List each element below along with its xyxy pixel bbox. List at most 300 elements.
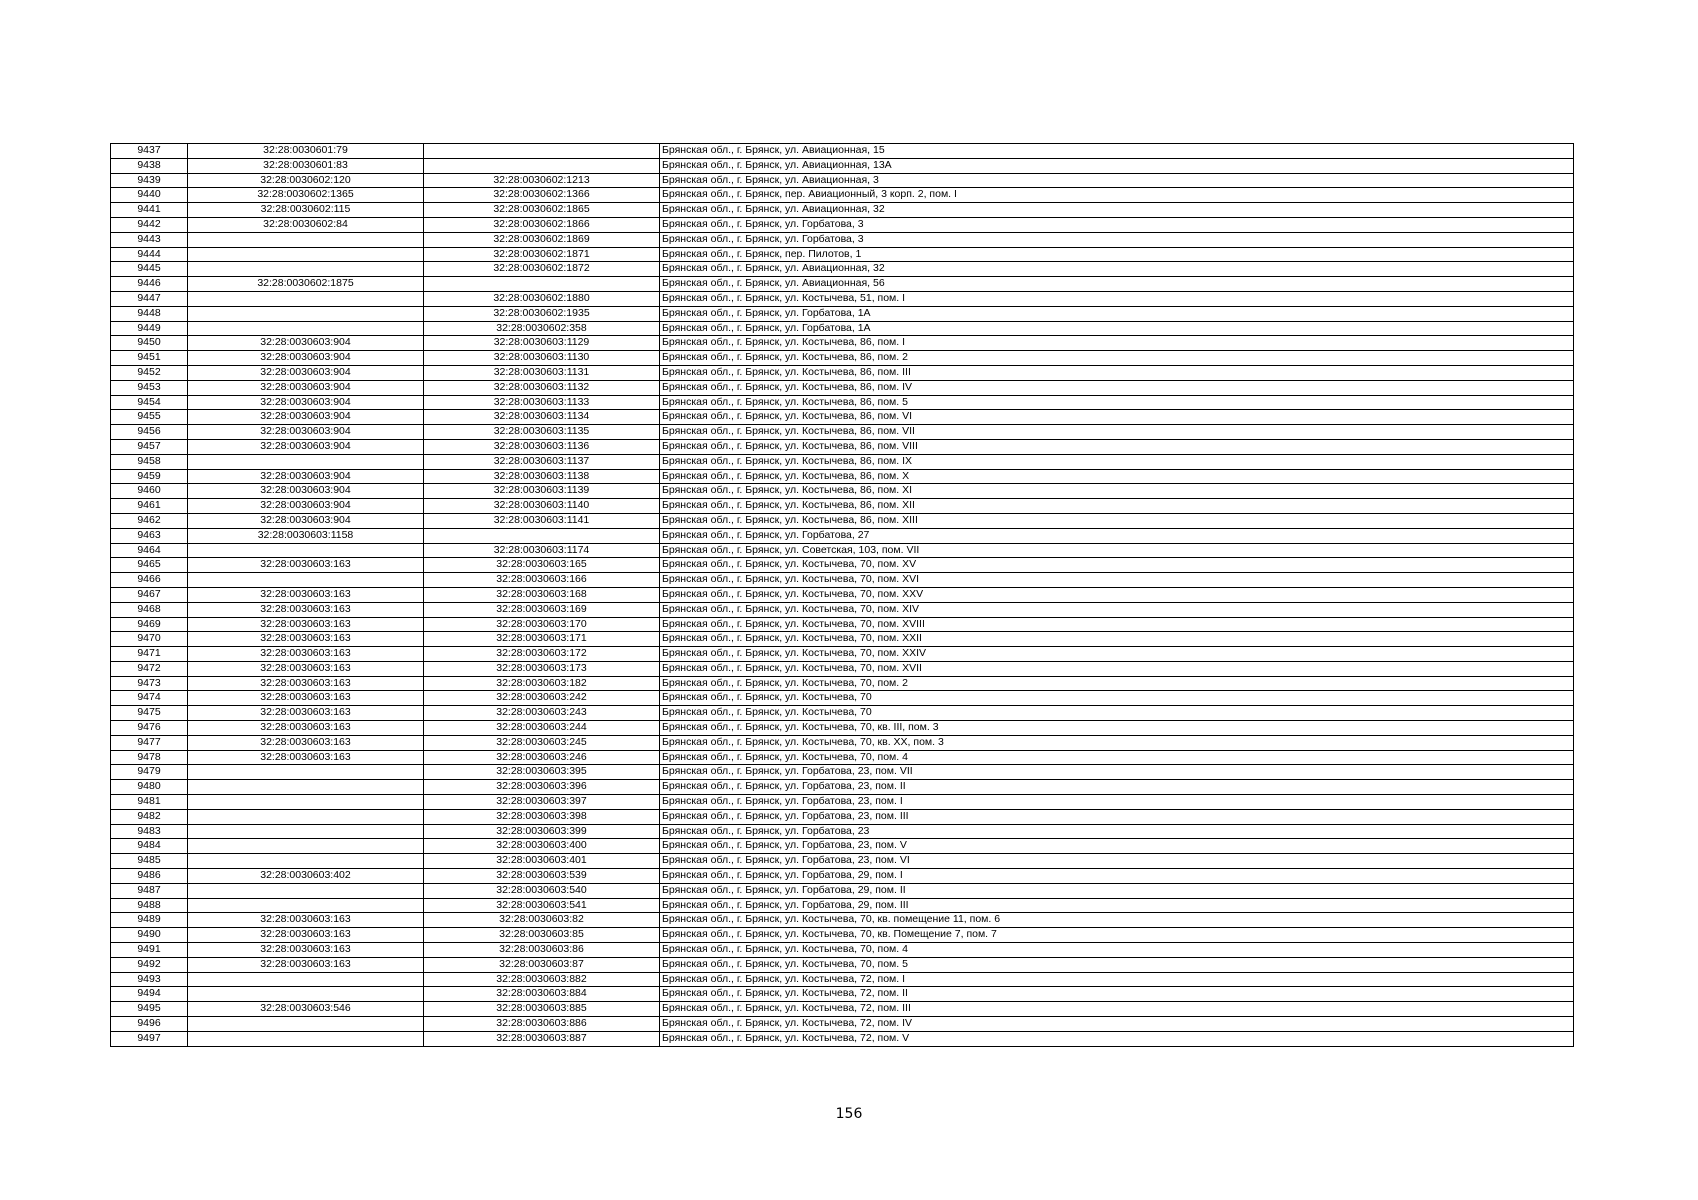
cadastral-number-cell: 32:28:0030603:1139: [424, 484, 660, 499]
table-row: [111, 454, 1574, 469]
parent-cadastral-number-cell: [188, 232, 424, 247]
cadastral-number-cell: 32:28:0030603:1133: [424, 395, 660, 410]
address-cell: Брянская обл., г. Брянск, ул. Костычева, 70, пом. XXII: [660, 632, 1574, 647]
table-row: [111, 484, 1574, 499]
page-number: 156: [835, 1106, 863, 1122]
cadastral-number-cell: 32:28:0030603:172: [424, 647, 660, 662]
parent-cadastral-number-cell: 32:28:0030603:163: [188, 617, 424, 632]
table-row: [111, 291, 1574, 306]
address-cell: Брянская обл., г. Брянск, ул. Костычева, 86, пом. IV: [660, 380, 1574, 395]
parent-cadastral-number-cell: [188, 809, 424, 824]
address-cell: Брянская обл., г. Брянск, ул. Горбатова, 29, пом. II: [660, 883, 1574, 898]
address-cell: Брянская обл., г. Брянск, ул. Костычева, 86, пом. 2: [660, 351, 1574, 366]
cadastral-table: [110, 143, 1574, 1047]
cadastral-number-cell: 32:28:0030603:1138: [424, 469, 660, 484]
table-row: [111, 203, 1574, 218]
parent-cadastral-number-cell: 32:28:0030603:163: [188, 558, 424, 573]
cadastral-number-cell: 32:28:0030603:168: [424, 587, 660, 602]
address-cell: Брянская обл., г. Брянск, ул. Горбатова, 23: [660, 824, 1574, 839]
parent-cadastral-number-cell: 32:28:0030603:163: [188, 661, 424, 676]
cadastral-number-cell: 32:28:0030602:1871: [424, 247, 660, 262]
cadastral-number-cell: 32:28:0030603:539: [424, 869, 660, 884]
row-number-cell: 9473: [111, 676, 188, 691]
cadastral-number-cell: 32:28:0030603:173: [424, 661, 660, 676]
table-row: [111, 499, 1574, 514]
row-number-cell: 9469: [111, 617, 188, 632]
table-row: [111, 765, 1574, 780]
cadastral-number-cell: 32:28:0030603:399: [424, 824, 660, 839]
table-row: [111, 144, 1574, 159]
address-cell: Брянская обл., г. Брянск, ул. Костычева, 70, кв. III, пом. 3: [660, 721, 1574, 736]
address-cell: Брянская обл., г. Брянск, ул. Горбатова, 23, пом. VI: [660, 854, 1574, 869]
table-row: [111, 336, 1574, 351]
row-number-cell: 9465: [111, 558, 188, 573]
address-cell: Брянская обл., г. Брянск, ул. Горбатова, 1А: [660, 321, 1574, 336]
address-cell: Брянская обл., г. Брянск, ул. Авиационная, 32: [660, 203, 1574, 218]
row-number-cell: 9488: [111, 898, 188, 913]
cadastral-number-cell: [424, 528, 660, 543]
row-number-cell: 9454: [111, 395, 188, 410]
address-cell: Брянская обл., г. Брянск, ул. Горбатова, 23, пом. V: [660, 839, 1574, 854]
cadastral-number-cell: 32:28:0030603:1141: [424, 513, 660, 528]
cadastral-number-cell: 32:28:0030602:1869: [424, 232, 660, 247]
parent-cadastral-number-cell: 32:28:0030603:904: [188, 513, 424, 528]
address-cell: Брянская обл., г. Брянск, ул. Костычева, 70, пом. XVI: [660, 573, 1574, 588]
address-cell: Брянская обл., г. Брянск, ул. Костычева, 86, пом. X: [660, 469, 1574, 484]
parent-cadastral-number-cell: 32:28:0030603:163: [188, 587, 424, 602]
cadastral-number-cell: 32:28:0030603:400: [424, 839, 660, 854]
parent-cadastral-number-cell: [188, 765, 424, 780]
parent-cadastral-number-cell: [188, 795, 424, 810]
table-row: [111, 158, 1574, 173]
address-cell: Брянская обл., г. Брянск, ул. Костычева, 70, пом. XXV: [660, 587, 1574, 602]
parent-cadastral-number-cell: 32:28:0030603:402: [188, 869, 424, 884]
table-row: [111, 173, 1574, 188]
address-cell: Брянская обл., г. Брянск, ул. Авиационная, 56: [660, 277, 1574, 292]
table-row: [111, 854, 1574, 869]
address-cell: Брянская обл., г. Брянск, ул. Костычева, 70, пом. XV: [660, 558, 1574, 573]
row-number-cell: 9497: [111, 1031, 188, 1046]
cadastral-number-cell: 32:28:0030603:87: [424, 957, 660, 972]
address-cell: Брянская обл., г. Брянск, ул. Горбатова, 1А: [660, 306, 1574, 321]
parent-cadastral-number-cell: [188, 839, 424, 854]
cadastral-number-cell: 32:28:0030603:398: [424, 809, 660, 824]
parent-cadastral-number-cell: 32:28:0030603:904: [188, 336, 424, 351]
cadastral-number-cell: 32:28:0030602:1213: [424, 173, 660, 188]
table-row: [111, 780, 1574, 795]
cadastral-number-cell: 32:28:0030602:1366: [424, 188, 660, 203]
table-row: [111, 321, 1574, 336]
row-number-cell: 9441: [111, 203, 188, 218]
table-row: [111, 1002, 1574, 1017]
address-cell: Брянская обл., г. Брянск, ул. Костычева, 86, пом. XI: [660, 484, 1574, 499]
row-number-cell: 9471: [111, 647, 188, 662]
table-row: [111, 410, 1574, 425]
row-number-cell: 9450: [111, 336, 188, 351]
parent-cadastral-number-cell: 32:28:0030603:163: [188, 676, 424, 691]
parent-cadastral-number-cell: [188, 1017, 424, 1032]
row-number-cell: 9437: [111, 144, 188, 159]
row-number-cell: 9470: [111, 632, 188, 647]
address-cell: Брянская обл., г. Брянск, ул. Костычева, 72, пом. II: [660, 987, 1574, 1002]
table-row: [111, 217, 1574, 232]
table-row: [111, 735, 1574, 750]
row-number-cell: 9493: [111, 972, 188, 987]
cadastral-number-cell: 32:28:0030603:242: [424, 691, 660, 706]
row-number-cell: 9462: [111, 513, 188, 528]
cadastral-number-cell: 32:28:0030603:243: [424, 706, 660, 721]
cadastral-number-cell: 32:28:0030603:245: [424, 735, 660, 750]
row-number-cell: 9496: [111, 1017, 188, 1032]
parent-cadastral-number-cell: 32:28:0030603:163: [188, 735, 424, 750]
table-row: [111, 972, 1574, 987]
table-row: [111, 883, 1574, 898]
parent-cadastral-number-cell: 32:28:0030603:1158: [188, 528, 424, 543]
row-number-cell: 9486: [111, 869, 188, 884]
cadastral-number-cell: 32:28:0030603:171: [424, 632, 660, 647]
address-cell: Брянская обл., г. Брянск, ул. Костычева, 70, пом. 4: [660, 943, 1574, 958]
parent-cadastral-number-cell: [188, 543, 424, 558]
cadastral-number-cell: 32:28:0030603:1131: [424, 365, 660, 380]
cadastral-number-cell: 32:28:0030603:885: [424, 1002, 660, 1017]
cadastral-number-cell: 32:28:0030603:1129: [424, 336, 660, 351]
parent-cadastral-number-cell: 32:28:0030603:163: [188, 721, 424, 736]
cadastral-number-cell: 32:28:0030602:1880: [424, 291, 660, 306]
address-cell: Брянская обл., г. Брянск, ул. Костычева, 86, пом. I: [660, 336, 1574, 351]
table-row: [111, 573, 1574, 588]
cadastral-number-cell: 32:28:0030603:540: [424, 883, 660, 898]
address-cell: Брянская обл., г. Брянск, ул. Горбатова, 23, пом. VII: [660, 765, 1574, 780]
row-number-cell: 9480: [111, 780, 188, 795]
table-row: [111, 632, 1574, 647]
cadastral-number-cell: 32:28:0030603:85: [424, 928, 660, 943]
parent-cadastral-number-cell: 32:28:0030601:83: [188, 158, 424, 173]
address-cell: Брянская обл., г. Брянск, ул. Костычева, 70, кв. Помещение 7, пом. 7: [660, 928, 1574, 943]
cadastral-number-cell: 32:28:0030603:1174: [424, 543, 660, 558]
cadastral-number-cell: 32:28:0030603:166: [424, 573, 660, 588]
cadastral-number-cell: 32:28:0030603:1134: [424, 410, 660, 425]
cadastral-number-cell: 32:28:0030603:1137: [424, 454, 660, 469]
address-cell: Брянская обл., г. Брянск, ул. Советская, 103, пом. VII: [660, 543, 1574, 558]
cadastral-number-cell: 32:28:0030603:886: [424, 1017, 660, 1032]
address-cell: Брянская обл., г. Брянск, ул. Костычева, 51, пом. I: [660, 291, 1574, 306]
address-cell: Брянская обл., г. Брянск, ул. Горбатова, 23, пом. II: [660, 780, 1574, 795]
cadastral-number-cell: 32:28:0030603:244: [424, 721, 660, 736]
document-page: [110, 143, 1574, 1047]
table-row: [111, 943, 1574, 958]
row-number-cell: 9464: [111, 543, 188, 558]
cadastral-number-cell: 32:28:0030603:165: [424, 558, 660, 573]
address-cell: Брянская обл., г. Брянск, ул. Костычева, 70, пом. XIV: [660, 602, 1574, 617]
row-number-cell: 9468: [111, 602, 188, 617]
address-cell: Брянская обл., г. Брянск, ул. Костычева, 86, пом. XIII: [660, 513, 1574, 528]
address-cell: Брянская обл., г. Брянск, ул. Костычева, 86, пом. 5: [660, 395, 1574, 410]
row-number-cell: 9458: [111, 454, 188, 469]
parent-cadastral-number-cell: [188, 1031, 424, 1046]
row-number-cell: 9494: [111, 987, 188, 1002]
parent-cadastral-number-cell: 32:28:0030603:904: [188, 365, 424, 380]
row-number-cell: 9495: [111, 1002, 188, 1017]
address-cell: Брянская обл., г. Брянск, ул. Костычева, 86, пом. XII: [660, 499, 1574, 514]
row-number-cell: 9475: [111, 706, 188, 721]
address-cell: Брянская обл., г. Брянск, ул. Костычева, 70: [660, 691, 1574, 706]
cadastral-number-cell: [424, 277, 660, 292]
row-number-cell: 9472: [111, 661, 188, 676]
table-row: [111, 188, 1574, 203]
table-row: [111, 661, 1574, 676]
row-number-cell: 9489: [111, 913, 188, 928]
address-cell: Брянская обл., г. Брянск, ул. Костычева, 72, пом. V: [660, 1031, 1574, 1046]
parent-cadastral-number-cell: [188, 824, 424, 839]
parent-cadastral-number-cell: [188, 454, 424, 469]
table-row: [111, 750, 1574, 765]
parent-cadastral-number-cell: 32:28:0030602:84: [188, 217, 424, 232]
parent-cadastral-number-cell: [188, 321, 424, 336]
table-row: [111, 232, 1574, 247]
parent-cadastral-number-cell: 32:28:0030602:120: [188, 173, 424, 188]
cadastral-number-cell: 32:28:0030603:1140: [424, 499, 660, 514]
address-cell: Брянская обл., г. Брянск, ул. Костычева, 70, кв. XX, пом. 3: [660, 735, 1574, 750]
table-row: [111, 587, 1574, 602]
address-cell: Брянская обл., г. Брянск, ул. Костычева, 70, пом. XVIII: [660, 617, 1574, 632]
parent-cadastral-number-cell: 32:28:0030603:163: [188, 943, 424, 958]
cadastral-number-cell: 32:28:0030603:395: [424, 765, 660, 780]
table-row: [111, 809, 1574, 824]
table-row: [111, 839, 1574, 854]
cadastral-number-cell: 32:28:0030603:170: [424, 617, 660, 632]
address-cell: Брянская обл., г. Брянск, ул. Авиационная, 32: [660, 262, 1574, 277]
table-row: [111, 513, 1574, 528]
parent-cadastral-number-cell: 32:28:0030602:1875: [188, 277, 424, 292]
table-row: [111, 439, 1574, 454]
table-row: [111, 928, 1574, 943]
address-cell: Брянская обл., г. Брянск, ул. Авиационная, 15: [660, 144, 1574, 159]
row-number-cell: 9487: [111, 883, 188, 898]
row-number-cell: 9490: [111, 928, 188, 943]
address-cell: Брянская обл., г. Брянск, ул. Костычева, 72, пом. IV: [660, 1017, 1574, 1032]
cadastral-number-cell: 32:28:0030603:884: [424, 987, 660, 1002]
table-row: [111, 262, 1574, 277]
cadastral-number-cell: 32:28:0030602:1872: [424, 262, 660, 277]
table-row: [111, 913, 1574, 928]
row-number-cell: 9443: [111, 232, 188, 247]
address-cell: Брянская обл., г. Брянск, ул. Горбатова, 27: [660, 528, 1574, 543]
parent-cadastral-number-cell: [188, 972, 424, 987]
table-row: [111, 676, 1574, 691]
row-number-cell: 9455: [111, 410, 188, 425]
row-number-cell: 9440: [111, 188, 188, 203]
row-number-cell: 9474: [111, 691, 188, 706]
parent-cadastral-number-cell: 32:28:0030603:904: [188, 439, 424, 454]
address-cell: Брянская обл., г. Брянск, ул. Горбатова, 23, пом. I: [660, 795, 1574, 810]
row-number-cell: 9483: [111, 824, 188, 839]
cadastral-number-cell: 32:28:0030602:358: [424, 321, 660, 336]
parent-cadastral-number-cell: 32:28:0030603:163: [188, 913, 424, 928]
parent-cadastral-number-cell: [188, 987, 424, 1002]
row-number-cell: 9438: [111, 158, 188, 173]
table-row: [111, 306, 1574, 321]
address-cell: Брянская обл., г. Брянск, ул. Костычева, 86, пом. III: [660, 365, 1574, 380]
table-row: [111, 528, 1574, 543]
address-cell: Брянская обл., г. Брянск, пер. Пилотов, 1: [660, 247, 1574, 262]
row-number-cell: 9478: [111, 750, 188, 765]
table-body: [111, 144, 1574, 1047]
table-row: [111, 1031, 1574, 1046]
table-row: [111, 617, 1574, 632]
parent-cadastral-number-cell: [188, 883, 424, 898]
cadastral-number-cell: 32:28:0030603:887: [424, 1031, 660, 1046]
address-cell: Брянская обл., г. Брянск, ул. Горбатова, 3: [660, 217, 1574, 232]
table-row: [111, 824, 1574, 839]
cadastral-number-cell: 32:28:0030603:882: [424, 972, 660, 987]
address-cell: Брянская обл., г. Брянск, ул. Костычева, 70, пом. 5: [660, 957, 1574, 972]
parent-cadastral-number-cell: 32:28:0030603:904: [188, 395, 424, 410]
table-row: [111, 602, 1574, 617]
cadastral-number-cell: 32:28:0030603:86: [424, 943, 660, 958]
cadastral-number-cell: 32:28:0030603:1136: [424, 439, 660, 454]
parent-cadastral-number-cell: 32:28:0030602:1365: [188, 188, 424, 203]
row-number-cell: 9448: [111, 306, 188, 321]
address-cell: Брянская обл., г. Брянск, ул. Горбатова, 29, пом. III: [660, 898, 1574, 913]
address-cell: Брянская обл., г. Брянск, ул. Горбатова, 3: [660, 232, 1574, 247]
table-row: [111, 795, 1574, 810]
cadastral-number-cell: 32:28:0030603:401: [424, 854, 660, 869]
parent-cadastral-number-cell: 32:28:0030603:904: [188, 499, 424, 514]
row-number-cell: 9460: [111, 484, 188, 499]
row-number-cell: 9447: [111, 291, 188, 306]
cadastral-number-cell: 32:28:0030603:1132: [424, 380, 660, 395]
parent-cadastral-number-cell: [188, 898, 424, 913]
cadastral-number-cell: 32:28:0030603:1135: [424, 425, 660, 440]
address-cell: Брянская обл., г. Брянск, ул. Горбатова, 29, пом. I: [660, 869, 1574, 884]
cadastral-number-cell: 32:28:0030603:182: [424, 676, 660, 691]
address-cell: Брянская обл., г. Брянск, ул. Костычева, 86, пом. VI: [660, 410, 1574, 425]
parent-cadastral-number-cell: 32:28:0030603:163: [188, 706, 424, 721]
parent-cadastral-number-cell: 32:28:0030603:163: [188, 632, 424, 647]
parent-cadastral-number-cell: 32:28:0030603:546: [188, 1002, 424, 1017]
parent-cadastral-number-cell: 32:28:0030603:163: [188, 691, 424, 706]
cadastral-number-cell: 32:28:0030603:397: [424, 795, 660, 810]
row-number-cell: 9442: [111, 217, 188, 232]
parent-cadastral-number-cell: [188, 854, 424, 869]
address-cell: Брянская обл., г. Брянск, ул. Костычева, 86, пом. VII: [660, 425, 1574, 440]
parent-cadastral-number-cell: 32:28:0030603:904: [188, 469, 424, 484]
row-number-cell: 9477: [111, 735, 188, 750]
row-number-cell: 9461: [111, 499, 188, 514]
row-number-cell: 9492: [111, 957, 188, 972]
address-cell: Брянская обл., г. Брянск, ул. Костычева, 70, пом. XVII: [660, 661, 1574, 676]
table-row: [111, 380, 1574, 395]
row-number-cell: 9481: [111, 795, 188, 810]
row-number-cell: 9476: [111, 721, 188, 736]
row-number-cell: 9466: [111, 573, 188, 588]
table-row: [111, 543, 1574, 558]
row-number-cell: 9491: [111, 943, 188, 958]
cadastral-number-cell: 32:28:0030602:1935: [424, 306, 660, 321]
table-row: [111, 706, 1574, 721]
parent-cadastral-number-cell: 32:28:0030603:163: [188, 750, 424, 765]
parent-cadastral-number-cell: [188, 291, 424, 306]
parent-cadastral-number-cell: 32:28:0030603:904: [188, 380, 424, 395]
cadastral-number-cell: [424, 158, 660, 173]
table-row: [111, 351, 1574, 366]
row-number-cell: 9484: [111, 839, 188, 854]
parent-cadastral-number-cell: 32:28:0030603:163: [188, 957, 424, 972]
cadastral-number-cell: 32:28:0030602:1866: [424, 217, 660, 232]
table-row: [111, 957, 1574, 972]
address-cell: Брянская обл., г. Брянск, ул. Костычева, 86, пом. IX: [660, 454, 1574, 469]
row-number-cell: 9444: [111, 247, 188, 262]
address-cell: Брянская обл., г. Брянск, ул. Костычева, 86, пом. VIII: [660, 439, 1574, 454]
parent-cadastral-number-cell: 32:28:0030603:904: [188, 351, 424, 366]
parent-cadastral-number-cell: 32:28:0030602:115: [188, 203, 424, 218]
row-number-cell: 9463: [111, 528, 188, 543]
parent-cadastral-number-cell: 32:28:0030603:163: [188, 928, 424, 943]
table-row: [111, 277, 1574, 292]
table-row: [111, 987, 1574, 1002]
row-number-cell: 9485: [111, 854, 188, 869]
parent-cadastral-number-cell: [188, 262, 424, 277]
parent-cadastral-number-cell: 32:28:0030603:163: [188, 647, 424, 662]
address-cell: Брянская обл., г. Брянск, ул. Костычева, 70, пом. 2: [660, 676, 1574, 691]
cadastral-number-cell: 32:28:0030603:541: [424, 898, 660, 913]
table-row: [111, 469, 1574, 484]
table-row: [111, 721, 1574, 736]
table-row: [111, 1017, 1574, 1032]
row-number-cell: 9452: [111, 365, 188, 380]
row-number-cell: 9457: [111, 439, 188, 454]
parent-cadastral-number-cell: [188, 247, 424, 262]
parent-cadastral-number-cell: [188, 306, 424, 321]
table-row: [111, 691, 1574, 706]
parent-cadastral-number-cell: [188, 573, 424, 588]
table-row: [111, 898, 1574, 913]
cadastral-number-cell: 32:28:0030603:246: [424, 750, 660, 765]
row-number-cell: 9459: [111, 469, 188, 484]
row-number-cell: 9451: [111, 351, 188, 366]
table-row: [111, 395, 1574, 410]
cadastral-number-cell: 32:28:0030603:1130: [424, 351, 660, 366]
address-cell: Брянская обл., г. Брянск, ул. Костычева, 70, пом. XXIV: [660, 647, 1574, 662]
row-number-cell: 9479: [111, 765, 188, 780]
row-number-cell: 9482: [111, 809, 188, 824]
address-cell: Брянская обл., г. Брянск, ул. Костычева, 70, кв. помещение 11, пом. 6: [660, 913, 1574, 928]
row-number-cell: 9456: [111, 425, 188, 440]
table-row: [111, 365, 1574, 380]
address-cell: Брянская обл., г. Брянск, ул. Горбатова, 23, пом. III: [660, 809, 1574, 824]
row-number-cell: 9449: [111, 321, 188, 336]
address-cell: Брянская обл., г. Брянск, пер. Авиационный, 3 корп. 2, пом. I: [660, 188, 1574, 203]
cadastral-number-cell: 32:28:0030603:82: [424, 913, 660, 928]
row-number-cell: 9453: [111, 380, 188, 395]
table-row: [111, 647, 1574, 662]
parent-cadastral-number-cell: 32:28:0030601:79: [188, 144, 424, 159]
table-row: [111, 558, 1574, 573]
cadastral-number-cell: 32:28:0030603:396: [424, 780, 660, 795]
row-number-cell: 9467: [111, 587, 188, 602]
address-cell: Брянская обл., г. Брянск, ул. Костычева, 70: [660, 706, 1574, 721]
table-row: [111, 869, 1574, 884]
cadastral-number-cell: [424, 144, 660, 159]
address-cell: Брянская обл., г. Брянск, ул. Авиационная, 3: [660, 173, 1574, 188]
row-number-cell: 9446: [111, 277, 188, 292]
cadastral-number-cell: 32:28:0030602:1865: [424, 203, 660, 218]
parent-cadastral-number-cell: 32:28:0030603:904: [188, 410, 424, 425]
row-number-cell: 9445: [111, 262, 188, 277]
address-cell: Брянская обл., г. Брянск, ул. Костычева, 70, пом. 4: [660, 750, 1574, 765]
cadastral-number-cell: 32:28:0030603:169: [424, 602, 660, 617]
parent-cadastral-number-cell: 32:28:0030603:904: [188, 425, 424, 440]
